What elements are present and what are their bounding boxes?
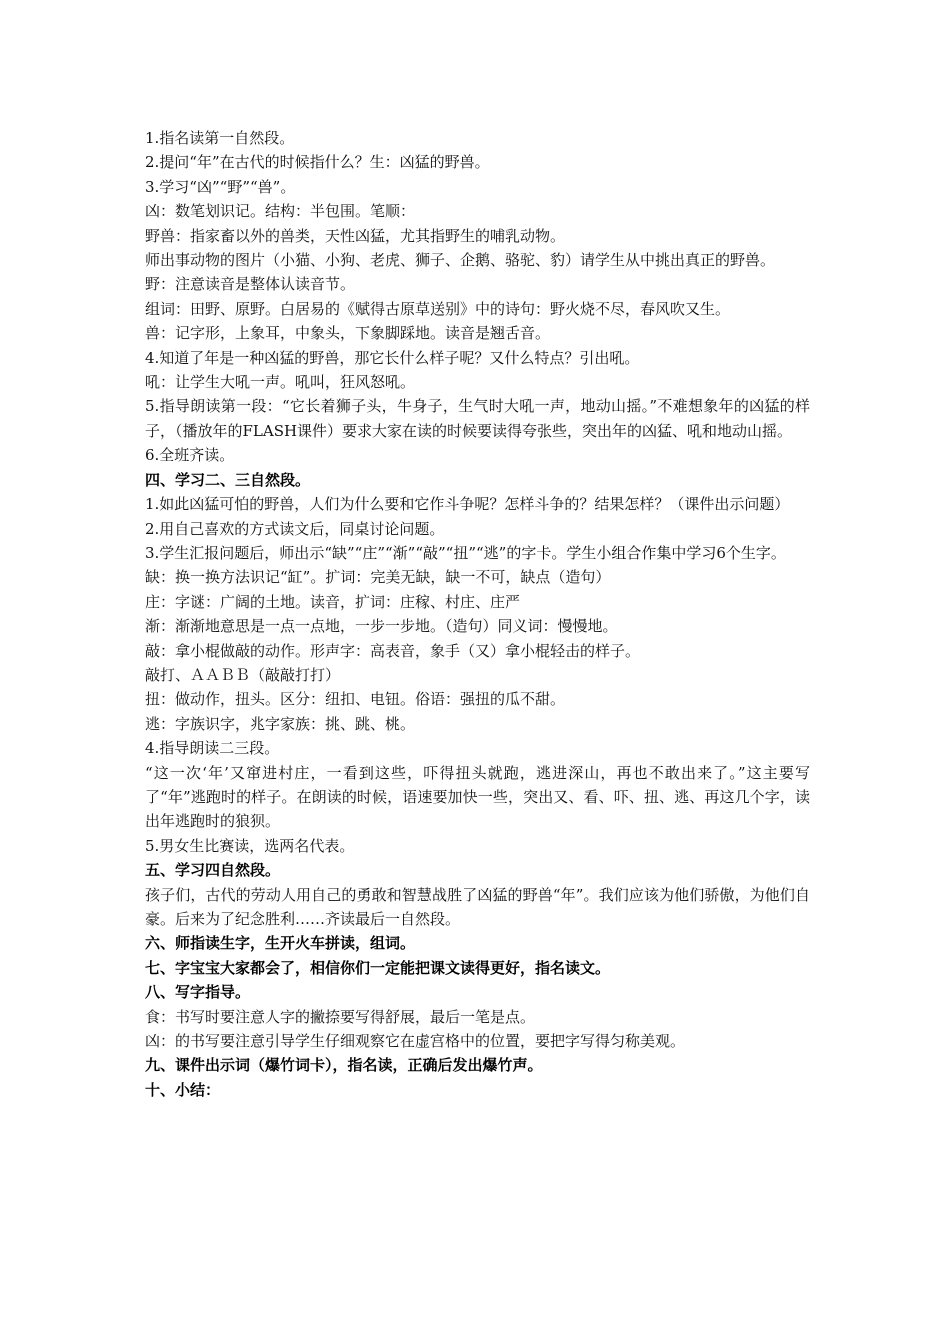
paragraph: 庄：字谜：广阔的土地。读音，扩词：庄稼、村庄、庄严 — [145, 592, 521, 611]
section-heading: 十、小结： — [145, 1080, 221, 1099]
paragraph: 敲打、ＡＡＢＢ（敲敲打打） — [145, 665, 341, 684]
paragraph: 1.指名读第一自然段。 — [145, 129, 295, 147]
paragraph: 4.指导朗读二三段。 — [145, 739, 280, 758]
paragraph: 食：书写时要注意人字的撇捺要写得舒展，最后一笔是点。 — [145, 1007, 536, 1026]
paragraph: 6.全班齐读。 — [145, 446, 235, 465]
paragraph: 缺：换一换方法识记“缸”。扩词：完美无缺，缺一不可，缺点（造句） — [145, 568, 611, 587]
section-heading: 八、写字指导。 — [145, 983, 251, 1002]
paragraph: 1.如此凶猛可怕的野兽，人们为什么要和它作斗争呢？怎样斗争的？结果怎样？（课件出示问题） — [145, 495, 790, 514]
paragraph: 野兽：指家畜以外的兽类，天性凶猛，尤其指野生的哺乳动物。 — [145, 226, 566, 245]
paragraph: 吼：让学生大吼一声。吼叫，狂风怒吼。 — [145, 373, 416, 392]
paragraph: 4.知道了年是一种凶猛的野兽，那它长什么样子呢？又什么特点？引出吼。 — [145, 348, 640, 367]
paragraph: 凶：数笔划识记。结构：半包围。笔顺： — [145, 202, 416, 221]
paragraph: 3.学生汇报问题后，师出示“缺”“庄”“渐”“敲”“扭”“逃”的字卡。学生小组合作集中学习6个生字。 — [145, 543, 786, 562]
paragraph: 师出事动物的图片（小猫、小狗、老虎、狮子、企鹅、骆驼、豹）请学生从中挑出真正的野兽。 — [145, 251, 776, 270]
paragraph: 渐：渐渐地意思是一点一点地，一步一步地。（造句）同义词：慢慢地。 — [145, 617, 618, 636]
section-heading: 五、学习四自然段。 — [145, 861, 281, 880]
section-heading: 九、课件出示词（爆竹词卡），指名读，正确后发出爆竹声。 — [145, 1056, 543, 1075]
section-heading: 六、师指读生字，生开火车拼读，组词。 — [145, 934, 416, 953]
paragraph: 扭：做动作，扭头。区分：纽扣、电钮。俗语：强扭的瓜不甜。 — [145, 690, 566, 709]
section-heading: 七、字宝宝大家都会了，相信你们一定能把课文读得更好，指名读文。 — [145, 958, 611, 977]
paragraph: 2.用自己喜欢的方式读文后，同桌讨论问题。 — [145, 519, 445, 538]
paragraph: 5.男女生比赛读，选两名代表。 — [145, 836, 355, 855]
paragraph: 敲：拿小棍做敲的动作。形声字：高表音，象手（又）拿小棍轻击的样子。 — [145, 641, 641, 660]
paragraph: 孩子们，古代的劳动人用自己的勇敢和智慧战胜了凶猛的野兽“年”。我们应该为他们骄傲，为他们自豪。后来为了纪念胜利……齐读最后一自然段。 — [145, 885, 810, 928]
paragraph: 野：注意读音是整体认读音节。 — [145, 275, 356, 294]
document-page — [145, 126, 810, 1102]
paragraph: “这一次‘年’又窜进村庄，一看到这些，吓得扭头就跑，逃进深山，再也不敢出来了。”这主要写了“年”逃跑时的样子。在朗读的时候，语速要加快一些，突出又、看、吓、扭、逃、再这几个字，读出年逃跑时的狼狈。 — [145, 763, 810, 831]
paragraph: 3.学习“凶”“野”“兽”。 — [145, 177, 296, 196]
paragraph: 兽：记字形，上象耳，中象头，下象脚踩地。读音是翘舌音。 — [145, 324, 551, 343]
section-heading: 四、学习二、三自然段。 — [145, 470, 311, 489]
paragraph: 组词：田野、原野。白居易的《赋得古原草送别》中的诗句：野火烧不尽，春风吹又生。 — [145, 299, 731, 318]
paragraph: 5.指导朗读第一段：“它长着狮子头，牛身子，生气时大吼一声，地动山摇。”不难想象年的凶猛的样子，（播放年的FLASH课件）要求大家在读的时候要读得夸张些，突出年的凶猛、吼和地动山摇。 — [145, 397, 810, 440]
paragraph: 凶：的书写要注意引导学生仔细观察它在虚宫格中的位置，要把字写得匀称美观。 — [145, 1032, 686, 1051]
paragraph: 2.提问“年”在古代的时候指什么？生：凶猛的野兽。 — [145, 153, 490, 172]
paragraph: 逃：字族识字，兆字家族：挑、跳、桃。 — [145, 714, 416, 733]
